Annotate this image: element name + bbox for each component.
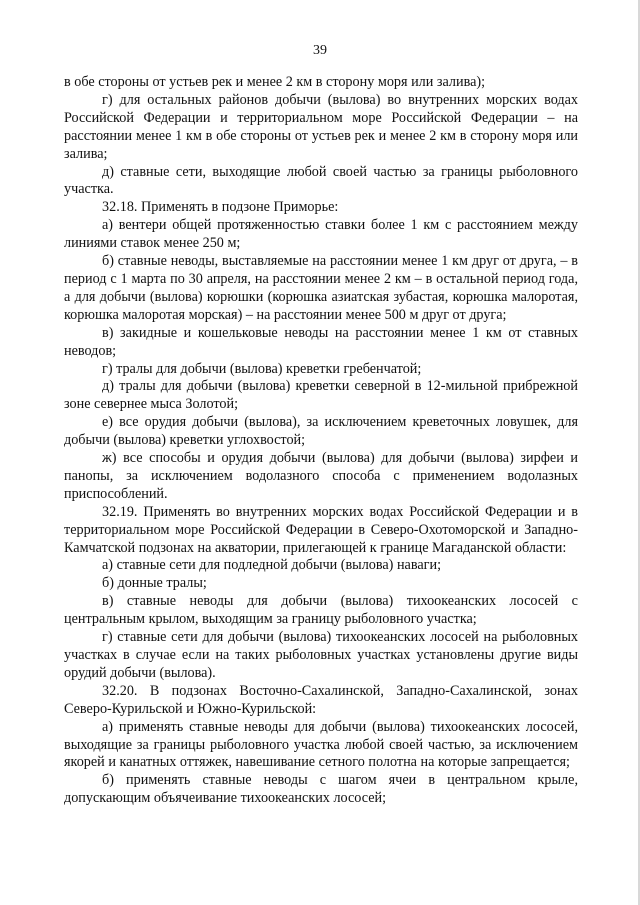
paragraph-item-g-salmon-nets: г) ставные сети для добычи (вылова) тихоокеанских лососей на рыболовных участках в случае если на таких рыболовных участках установлены другие виды орудий добычи (вылова). [64,629,578,681]
paragraph-item-zh-diving-method: ж) все способы и орудия добычи (вылова) для добычи (вылова) зирфеи и панопы, за исключением водолазного способа с применением водолазных приспособлений. [64,450,578,502]
paragraph-item-v-purse-seines: в) закидные и кошельковые неводы на расстоянии менее 1 км от ставных неводов; [64,324,578,359]
paragraph-item-e-shrimp-traps: е) все орудия добычи (вылова), за исключением креветочных ловушек, для добычи (вылова) креветки углохвостой; [64,414,578,449]
section-heading-32-18: 32.18. Применять в подзоне Приморье: [102,199,339,216]
paragraph-item-v-salmon-seines: в) ставные неводы для добычи (вылова) тихоокеанских лососей с центральным крылом, выходящим за границу рыболовного участка; [64,593,578,628]
paragraph-item-d-trawls-northern-shrimp: д) тралы для добычи (вылова) креветки северной в 12-мильной прибрежной зоне севернее мыса Золотой; [64,378,578,413]
paragraph-item-d-set-nets: д) ставные сети, выходящие любой своей частью за границы рыболовного участка. [64,163,578,198]
paragraph-continuation: в обе стороны от устьев рек и менее 2 км в сторону моря или залива); [64,74,486,90]
paragraph-item-b-mesh-size: б) применять ставные неводы с шагом ячеи в центральном крыле, допускающим объячеивание тихоокеанских лососей; [64,772,578,807]
paragraph-item-a-venteri: а) вентери общей протяженностью ставки более 1 км с расстоянием между линиями ставок менее 250 м; [64,217,578,252]
paragraph-item-b-set-seines: б) ставные неводы, выставляемые на расстоянии менее 1 км друг от друга, – в период с 1 марта по 30 апреля, на расстоянии менее 2 км – в остальной период года, а для добычи (вылова) корюшки (корюшка азиатская зубастая, корюшка малоротая, корюшка малоротая морская) – на расстоянии менее 500 м друг от друга; [64,253,578,323]
section-heading-32-20: 32.20. В подзонах Восточно-Сахалинской, Западно-Сахалинской, зонах Северо-Курильской и Южно-Курильской: [64,682,578,717]
paragraph-item-b-bottom-trawls: б) донные тралы; [102,575,207,592]
paragraph-item-a-salmon-set-seines: а) применять ставные неводы для добычи (вылова) тихоокеанских лососей, выходящие за границы рыболовного участка любой своей частью, за исключением якорей и канатных оттяжек, навешивание сетного полотна на которые запрещается; [64,718,578,771]
paragraph-item-a-ice-nets: а) ставные сети для подледной добычи (вылова) наваги; [102,557,442,574]
page-number: 39 [313,43,327,58]
document-body [64,74,578,808]
section-heading-32-19: 32.19. Применять во внутренних морских водах Российской Федерации и в территориальном море Российской Федерации в Северо-Охотоморской и Западно-Камчатской подзонах на акватории, прилегающей к границе Магаданской области: [64,503,578,556]
paragraph-item-g-other-areas: г) для остальных районов добычи (вылова) во внутренних морских водах Российской Федерации и территориальном море Российской Федерации – на расстоянии менее 1 км в обе стороны от устьев рек и менее 2 км в сторону моря или залива; [64,91,578,162]
paragraph-item-g-trawls-shrimp: г) тралы для добычи (вылова) креветки гребенчатой; [102,360,422,377]
